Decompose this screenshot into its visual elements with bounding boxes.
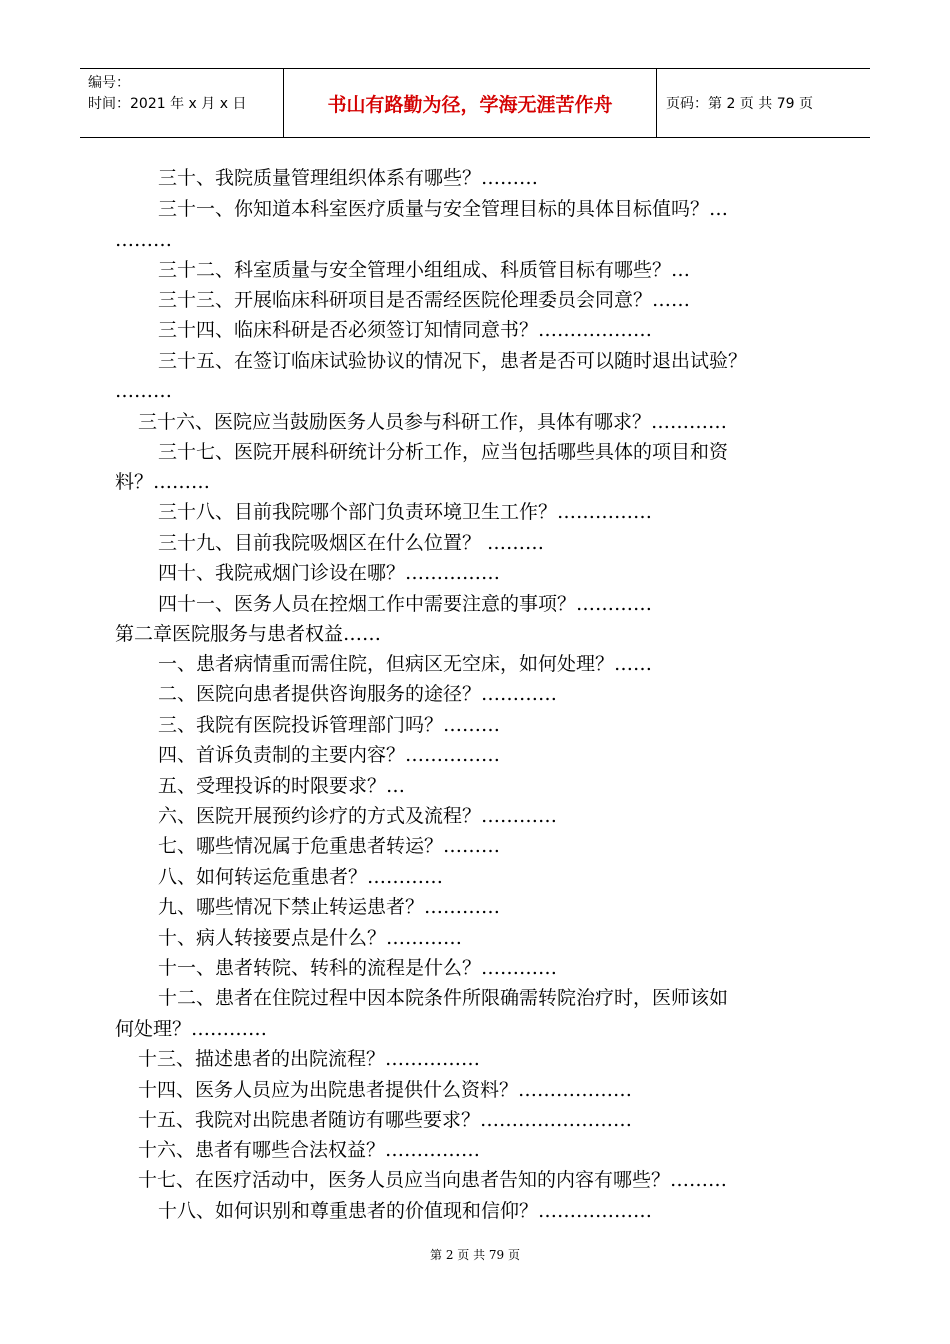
toc-line: 三十二、科室质量与安全管理小组组成、科质管目标有哪些？… <box>158 259 691 281</box>
header-page-info: 页码：第 2 页 共 79 页 <box>666 96 813 112</box>
document-date: 时间：2021 年 x 月 x 日 <box>88 96 247 112</box>
toc-line: 三十、我院质量管理组织体系有哪些？……… <box>158 167 539 189</box>
chapter-heading: 第二章医院服务与患者权益…… <box>115 623 382 645</box>
toc-line: 二、医院向患者提供咨询服务的途径？………… <box>158 683 558 705</box>
toc-line: 三十九、目前我院吸烟区在什么位置？ ……… <box>158 532 545 554</box>
toc-line: 三十三、开展临床科研项目是否需经医院伦理委员会同意？…… <box>158 289 691 311</box>
toc-line: 何处理？………… <box>115 1018 268 1040</box>
toc-line: 三十一、你知道本科室医疗质量与安全管理目标的具体目标值吗？… <box>158 198 729 220</box>
toc-line: 八、如何转运危重患者？………… <box>158 866 444 888</box>
toc-line: ……… <box>115 380 172 402</box>
toc-line: 十四、医务人员应为出院患者提供什么资料？……………… <box>138 1079 633 1101</box>
toc-line: 七、哪些情况属于危重患者转运？……… <box>158 835 501 857</box>
toc-line: ……… <box>115 229 172 251</box>
toc-line: 十一、患者转院、转科的流程是什么？………… <box>158 957 558 979</box>
toc-line: 十、病人转接要点是什么？………… <box>158 927 463 949</box>
toc-line: 十三、描述患者的出院流程？…………… <box>138 1048 481 1070</box>
header-motto: 书山有路勤为径，学海无涯苦作舟 <box>283 69 657 137</box>
toc-line: 三十五、在签订临床试验协议的情况下，患者是否可以随时退出试验？ <box>158 350 748 372</box>
page-header <box>80 68 870 138</box>
toc-line: 十七、在医疗活动中，医务人员应当向患者告知的内容有哪些？……… <box>138 1169 728 1191</box>
toc-line: 料？……… <box>115 471 211 493</box>
toc-line: 十五、我院对出院患者随访有哪些要求？…………………… <box>138 1109 633 1131</box>
toc-line: 五、受理投诉的时限要求？… <box>158 775 406 797</box>
toc-line: 四十、我院戒烟门诊设在哪？…………… <box>158 562 501 584</box>
toc-line: 三、我院有医院投诉管理部门吗？……… <box>158 714 501 736</box>
toc-line: 九、哪些情况下禁止转运患者？………… <box>158 896 501 918</box>
toc-line: 一、患者病情重而需住院，但病区无空床，如何处理？…… <box>158 653 653 675</box>
toc-line: 四十一、医务人员在控烟工作中需要注意的事项？………… <box>158 593 653 615</box>
toc-line: 六、医院开展预约诊疗的方式及流程？………… <box>158 805 558 827</box>
toc-line: 三十七、医院开展科研统计分析工作，应当包括哪些具体的项目和资 <box>158 441 729 463</box>
toc-line: 三十八、目前我院哪个部门负责环境卫生工作？…………… <box>158 501 653 523</box>
toc-line: 十二、患者在住院过程中因本院条件所限确需转院治疗时，医师该如 <box>158 987 729 1009</box>
toc-line: 十六、患者有哪些合法权益？…………… <box>138 1139 481 1161</box>
toc-line: 三十四、临床科研是否必须签订知情同意书？……………… <box>158 319 653 341</box>
toc-line: 十八、如何识别和尊重患者的价值现和信仰？……………… <box>158 1200 653 1222</box>
toc-line: 四、首诉负责制的主要内容？…………… <box>158 744 501 766</box>
page-footer: 第 2 页 共 79 页 <box>430 1248 520 1262</box>
header-meta <box>80 69 283 137</box>
document-number-label: 编号： <box>88 75 130 91</box>
toc-line: 三十六、医院应当鼓励医务人员参与科研工作，具体有哪求？………… <box>138 411 728 433</box>
